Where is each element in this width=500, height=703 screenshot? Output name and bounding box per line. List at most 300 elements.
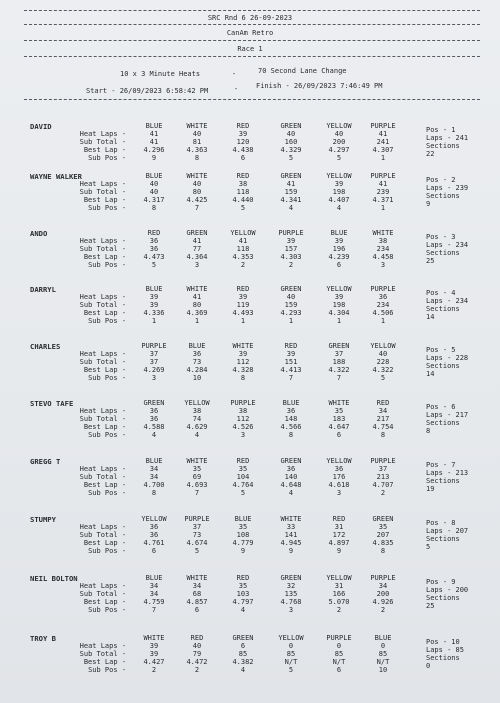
sub-pos-value: 5	[336, 154, 342, 162]
sub-total-value: 118	[236, 245, 250, 253]
row-label: Heat Laps -	[79, 642, 126, 650]
sub-pos-value: 3	[380, 261, 386, 269]
best-lap-value: 4.382	[232, 658, 254, 666]
driver-name: STEVO TAFE	[30, 399, 74, 408]
driver-block	[0, 229, 500, 289]
sub-pos-value: 5	[194, 547, 200, 555]
position-summary: Pos - 8	[426, 519, 456, 527]
sub-pos-value: 4	[194, 431, 200, 439]
heat-laps-value: 31	[334, 523, 344, 531]
heat-laps-value: 39	[238, 350, 248, 358]
heat-laps-value: 38	[238, 180, 248, 188]
driver-name: STUMPY	[30, 515, 56, 524]
heat-laps-value: 35	[238, 523, 248, 531]
sub-pos-value: 5	[240, 204, 246, 212]
sub-pos-value: 1	[288, 317, 294, 325]
sub-pos-value: 4	[288, 489, 294, 497]
lane-color: YELLOW	[141, 515, 167, 523]
heat-laps-value: 41	[378, 180, 388, 188]
start-time: Start - 26/09/2023 6:58:42 PM	[86, 87, 209, 95]
position-summary: Pos - 6	[426, 403, 456, 411]
lane-color: PURPLE	[370, 122, 396, 130]
sub-total-value: 118	[236, 188, 250, 196]
sub-total-value: 157	[284, 245, 298, 253]
best-lap-value: 4.329	[280, 146, 302, 154]
best-lap-value: 4.618	[328, 481, 350, 489]
sub-total-value: 140	[284, 473, 298, 481]
sub-total-value: 85	[238, 650, 248, 658]
lane-color: YELLOW	[184, 399, 210, 407]
heat-laps-value: 35	[378, 523, 388, 531]
sub-pos-value: 5	[288, 154, 294, 162]
position-summary: Laps - 239	[426, 184, 469, 192]
position-summary: Pos - 3	[426, 233, 456, 241]
best-lap-value: 4.269	[143, 366, 165, 374]
sub-total-value: 81	[192, 138, 202, 146]
lane-color: YELLOW	[278, 634, 304, 642]
heat-laps-value: 34	[149, 582, 159, 590]
lane-color: YELLOW	[326, 574, 352, 582]
best-lap-value: 4.473	[143, 253, 165, 261]
sub-pos-value: 10	[378, 666, 388, 674]
sub-total-value: 74	[192, 415, 202, 423]
heat-laps-value: 40	[192, 642, 202, 650]
position-summary: 8	[426, 427, 431, 435]
sub-pos-value: 2	[336, 606, 342, 614]
race-title: Race 1	[237, 45, 263, 53]
position-summary: Laps - 200	[426, 586, 469, 594]
position-summary: Sections	[426, 535, 460, 543]
lane-color: PURPLE	[278, 229, 304, 237]
sub-total-value: 68	[192, 590, 202, 598]
row-label: Heat Laps -	[79, 582, 126, 590]
driver-name: WAYNE WALKER	[30, 172, 82, 181]
best-lap-value: 4.647	[328, 423, 350, 431]
heat-laps-value: 40	[149, 180, 159, 188]
heat-laps-value: 40	[286, 130, 296, 138]
sub-total-value: 80	[192, 188, 202, 196]
row-label: Best Lap -	[83, 253, 126, 261]
heat-laps-value: 34	[378, 407, 388, 415]
sub-total-value: 34	[149, 473, 159, 481]
sub-total-value: 80	[192, 301, 202, 309]
lane-color: WHITE	[232, 342, 254, 350]
best-lap-value: 4.648	[280, 481, 302, 489]
sub-pos-value: 5	[240, 489, 246, 497]
sub-total-value: 39	[149, 301, 159, 309]
results-printout: SRC Rnd 6 26-09-2023 CanAm Retro Race 1 10 x 3 Minute Heats - 70 Second Lane Change Start - 26/09/2023 6:58:42 PM - Finish - 26/09/2023 7:46:49 PM DAVID BLUE WHITE RED GREEN YELLOW PURPLE Heat Laps - 41 40 39 40 40 41 Sub Total - 41 81 120 160 200 241 Best Lap - 4.296 4.363 4.438 4.329 4.297 4.307 Sub Pos - 9 8 6 5 5 1 Pos - 1 Laps - 241 Sections 22 WAYNE WALKER BLUE WHITE RED GREEN YELLOW PURPLE Heat Laps - 40 40 38 41 39 41 Sub Total - 40 80 118 159 198 239 Best Lap - 4.317 4.425 4.440 4.341 4.407 4.371 Sub Pos - 8 7 5 4 4 1 Pos - 2 Laps - 239 Sections 9 ANDO RED GREEN YELLOW PURPLE BLUE WHITE Heat Laps - 36 41 41 39 39 38 Sub Total - 36 77 118 157 196 234 Best Lap - 4.473 4.364 4.353 4.303 4.239 4.458 Sub Pos - 5 3 2 2 6 3 Pos - 3 Laps - 234 Sections 25 DARRYL BLUE WHITE RED GREEN YELLOW PURPLE Heat Laps - 39 41 39 40 39 36 Sub Total - 39 80 119 159 198 234 Best Lap - 4.336 4.369 4.493 4.293 4.304 4.506 Sub Pos - 1 1 1 1 1 1 Pos - 4 Laps - 234 Sections 14 CHARLES PURPLE BLUE WHITE RED GREEN YELLOW Heat Laps - 37 36 39 39 37 40 Sub Total - 37 73 112 151 188 228 Best Lap - 4.269 4.284 4.328 4.413 4.322 4.322 Sub Pos - 3 10 8 7 7 5 Pos - 5 Laps - 228 Sections 14 STEVO TAFE GREEN YELLOW PURPLE BLUE WHITE RED Heat Laps - 36 38 38 36 35 34 Sub Total - 36 74 112 148 183 217 Best Lap - 4.588 4.629 4.526 4.566 4.647 4.754 Sub Pos - 4 4 3 8 6 8 Pos - 6 Laps - 217 Sections 8 GREGG T BLUE WHITE RED GREEN YELLOW PURPLE Heat Laps - 34 35 35 36 36 37 Sub Total - 34 69 104 140 176 213 Best Lap - 4.700 4.693 4.764 4.648 4.618 4.707 Sub Pos - 8 7 5 4 3 2 Pos - 7 Laps - 213 Sections 19 STUMPY YELLOW PURPLE BLUE WHITE RED GREEN Heat Laps - 36 37 35 33 31 35 Sub Total - 36 73 108 141 172 207 Best Lap - 4.761 4.674 4.779 4.945 4.897 4.835 Sub Pos - 6 5 9 9 9 8 Pos - 8 Laps - 207 Sections 5 NEIL BOLTON BLUE WHITE RED GREEN YELLOW PURPLE Heat Laps - 34 34 35 32 31 34 Sub Total - 34 68 103 135 166 200 Best Lap - 4.759 4.857 4.797 4.768 5.070 4.926 Sub Pos - 7 6 4 3 2 2 Pos - 9 Laps - 200 Sections 25 TROY B WHITE RED GREEN YELLOW PURPLE BLUE Heat Laps - 39 40 6 0 0 0 Sub Total - 39 79 85 85 85 85 Best Lap - 4.427 4.472 4.382 N/T N/T N/T Sub Pos - 2 2 4 5 6 10 Pos - 10 Laps - 85 Sections 0	[0, 0, 500, 703]
position-summary: Pos - 4	[426, 289, 456, 297]
best-lap-value: 4.284	[186, 366, 208, 374]
lane-color: WHITE	[186, 574, 208, 582]
position-summary: Laps - 241	[426, 134, 469, 142]
lane-color: WHITE	[186, 172, 208, 180]
lane-color: BLUE	[282, 399, 300, 407]
driver-name: DARRYL	[30, 285, 56, 294]
row-label: Heat Laps -	[79, 293, 126, 301]
position-summary: Sections	[426, 142, 460, 150]
sub-pos-value: 3	[194, 261, 200, 269]
sub-pos-value: 2	[194, 666, 200, 674]
lane-color: YELLOW	[230, 229, 256, 237]
position-summary: Laps - 213	[426, 469, 469, 477]
row-label: Heat Laps -	[79, 465, 126, 473]
heat-laps-value: 35	[238, 582, 248, 590]
sub-pos-value: 6	[336, 261, 342, 269]
sub-total-value: 234	[376, 301, 390, 309]
lane-color: RED	[284, 342, 298, 350]
best-lap-value: 4.588	[143, 423, 165, 431]
divider	[24, 56, 480, 57]
driver-name: CHARLES	[30, 342, 61, 351]
lane-color: RED	[236, 122, 250, 130]
sub-total-value: 176	[332, 473, 346, 481]
sub-total-value: 166	[332, 590, 346, 598]
best-lap-value: 4.897	[328, 539, 350, 547]
driver-block	[0, 285, 500, 345]
best-lap-value: 4.425	[186, 196, 208, 204]
heat-laps-value: 39	[149, 293, 159, 301]
position-summary: Pos - 9	[426, 578, 456, 586]
sub-total-value: 120	[236, 138, 250, 146]
row-label: Best Lap -	[83, 658, 126, 666]
row-label: Sub Pos -	[88, 431, 126, 439]
driver-block	[0, 515, 500, 575]
sub-total-value: 108	[236, 531, 250, 539]
driver-block	[0, 399, 500, 459]
heat-laps-value: 31	[334, 582, 344, 590]
driver-block	[0, 457, 500, 517]
sub-pos-value: 7	[336, 374, 342, 382]
row-label: Sub Pos -	[88, 261, 126, 269]
sub-pos-value: 8	[151, 204, 157, 212]
best-lap-value: 4.363	[186, 146, 208, 154]
sub-total-value: 79	[192, 650, 202, 658]
best-lap-value: 4.239	[328, 253, 350, 261]
heat-laps-value: 39	[334, 180, 344, 188]
sub-total-value: 148	[284, 415, 298, 423]
heat-laps-value: 34	[149, 465, 159, 473]
heat-laps-value: 37	[378, 465, 388, 473]
sub-total-value: 183	[332, 415, 346, 423]
row-label: Heat Laps -	[79, 237, 126, 245]
heats-info: 10 x 3 Minute Heats	[120, 70, 201, 78]
best-lap-value: N/T	[332, 658, 346, 666]
row-label: Sub Total -	[79, 473, 126, 481]
best-lap-value: 4.322	[328, 366, 350, 374]
position-summary: 25	[426, 602, 435, 610]
position-summary: Laps - 234	[426, 297, 469, 305]
sub-total-value: 85	[378, 650, 388, 658]
sub-pos-value: 8	[151, 489, 157, 497]
sub-pos-value: 1	[380, 317, 386, 325]
sub-pos-value: 8	[194, 154, 200, 162]
row-label: Sub Total -	[79, 415, 126, 423]
lane-color: GREEN	[280, 285, 302, 293]
sub-pos-value: 8	[380, 547, 386, 555]
driver-name: DAVID	[30, 122, 52, 131]
sub-total-value: 34	[149, 590, 159, 598]
heat-laps-value: 41	[192, 237, 202, 245]
finish-time: Finish - 26/09/2023 7:46:49 PM	[256, 82, 383, 90]
best-lap-value: 4.307	[372, 146, 394, 154]
best-lap-value: 4.700	[143, 481, 165, 489]
sub-pos-value: 9	[288, 547, 294, 555]
sub-total-value: 85	[286, 650, 296, 658]
best-lap-value: 4.322	[372, 366, 394, 374]
divider	[24, 40, 480, 41]
heat-laps-value: 37	[192, 523, 202, 531]
heat-laps-value: 36	[378, 293, 388, 301]
sub-total-value: 159	[284, 188, 298, 196]
heat-laps-value: 39	[238, 293, 248, 301]
heat-laps-value: 33	[286, 523, 296, 531]
best-lap-value: 4.764	[232, 481, 254, 489]
best-lap-value: 4.341	[280, 196, 302, 204]
row-label: Sub Total -	[79, 245, 126, 253]
position-summary: Sections	[426, 477, 460, 485]
lane-color: WHITE	[186, 457, 208, 465]
sub-pos-value: 2	[240, 261, 246, 269]
sub-pos-value: 1	[194, 317, 200, 325]
best-lap-value: 4.371	[372, 196, 394, 204]
best-lap-value: 4.304	[328, 309, 350, 317]
sub-total-value: 103	[236, 590, 250, 598]
sub-total-value: 200	[332, 138, 346, 146]
sub-total-value: 39	[149, 650, 159, 658]
sub-total-value: 172	[332, 531, 346, 539]
lane-color: BLUE	[145, 122, 163, 130]
row-label: Sub Pos -	[88, 489, 126, 497]
best-lap-value: 4.303	[280, 253, 302, 261]
row-label: Best Lap -	[83, 423, 126, 431]
heat-laps-value: 40	[334, 130, 344, 138]
sub-pos-value: 7	[288, 374, 294, 382]
heat-laps-value: 40	[286, 293, 296, 301]
best-lap-value: 4.693	[186, 481, 208, 489]
lane-color: RED	[236, 457, 250, 465]
lane-color: RED	[376, 399, 390, 407]
best-lap-value: 4.797	[232, 598, 254, 606]
row-label: Sub Total -	[79, 301, 126, 309]
position-summary: Pos - 7	[426, 461, 456, 469]
divider	[24, 10, 480, 11]
sub-pos-value: 10	[192, 374, 202, 382]
best-lap-value: 4.328	[232, 366, 254, 374]
lane-color: BLUE	[145, 457, 163, 465]
best-lap-value: 4.926	[372, 598, 394, 606]
lane-color: BLUE	[145, 574, 163, 582]
heat-laps-value: 36	[286, 465, 296, 473]
sub-total-value: 198	[332, 188, 346, 196]
best-lap-value: 4.674	[186, 539, 208, 547]
position-summary: Pos - 10	[426, 638, 460, 646]
lane-color: GREEN	[280, 122, 302, 130]
sub-total-value: 36	[149, 531, 159, 539]
lane-color: RED	[236, 285, 250, 293]
sub-total-value: 213	[376, 473, 390, 481]
driver-block	[0, 172, 500, 232]
sub-pos-value: 8	[288, 431, 294, 439]
row-label: Sub Pos -	[88, 666, 126, 674]
position-summary: 19	[426, 485, 435, 493]
heat-laps-value: 40	[192, 130, 202, 138]
lane-color: PURPLE	[370, 457, 396, 465]
position-summary: 14	[426, 313, 435, 321]
heat-laps-value: 39	[238, 130, 248, 138]
sub-pos-value: 7	[151, 606, 157, 614]
row-label: Sub Total -	[79, 138, 126, 146]
row-label: Heat Laps -	[79, 350, 126, 358]
lane-color: GREEN	[143, 399, 165, 407]
position-summary: 22	[426, 150, 435, 158]
sub-pos-value: 2	[151, 666, 157, 674]
sub-pos-value: 3	[151, 374, 157, 382]
best-lap-value: 4.438	[232, 146, 254, 154]
row-label: Sub Pos -	[88, 547, 126, 555]
heat-laps-value: 34	[378, 582, 388, 590]
series-title: CanAm Retro	[226, 29, 274, 37]
heat-laps-value: 40	[378, 350, 388, 358]
sub-pos-value: 9	[336, 547, 342, 555]
best-lap-value: 5.070	[328, 598, 350, 606]
heat-laps-value: 39	[286, 350, 296, 358]
sub-total-value: 207	[376, 531, 390, 539]
position-summary: 5	[426, 543, 431, 551]
lane-color: GREEN	[186, 229, 208, 237]
heat-laps-value: 41	[378, 130, 388, 138]
lane-color: WHITE	[280, 515, 302, 523]
heat-laps-value: 35	[334, 407, 344, 415]
best-lap-value: 4.413	[280, 366, 302, 374]
sub-pos-value: 4	[151, 431, 157, 439]
sub-pos-value: 1	[240, 317, 246, 325]
sub-total-value: 36	[149, 245, 159, 253]
sub-pos-value: 4	[240, 606, 246, 614]
sub-total-value: 200	[376, 590, 390, 598]
lane-color: GREEN	[280, 457, 302, 465]
best-lap-value: 4.317	[143, 196, 165, 204]
heat-laps-value: 39	[286, 237, 296, 245]
sub-pos-value: 2	[288, 261, 294, 269]
heat-laps-value: 6	[240, 642, 246, 650]
sub-total-value: 73	[192, 531, 202, 539]
lane-color: YELLOW	[370, 342, 396, 350]
lane-color: GREEN	[372, 515, 394, 523]
sub-pos-value: 8	[240, 374, 246, 382]
row-label: Heat Laps -	[79, 130, 126, 138]
best-lap-value: 4.297	[328, 146, 350, 154]
driver-block	[0, 634, 500, 694]
heat-laps-value: 38	[238, 407, 248, 415]
heat-laps-value: 36	[286, 407, 296, 415]
lane-color: WHITE	[186, 285, 208, 293]
heat-laps-value: 36	[192, 350, 202, 358]
lane-color: BLUE	[330, 229, 348, 237]
position-summary: Laps - 234	[426, 241, 469, 249]
position-summary: Sections	[426, 305, 460, 313]
heat-laps-value: 0	[380, 642, 386, 650]
sub-pos-value: 3	[240, 431, 246, 439]
row-label: Sub Pos -	[88, 374, 126, 382]
lane-color: RED	[147, 229, 161, 237]
lane-color: BLUE	[374, 634, 392, 642]
row-label: Best Lap -	[83, 598, 126, 606]
heat-laps-value: 39	[149, 642, 159, 650]
row-label: Sub Pos -	[88, 317, 126, 325]
sub-pos-value: 1	[151, 317, 157, 325]
sub-total-value: 37	[149, 358, 159, 366]
sub-pos-value: 7	[194, 204, 200, 212]
driver-name: GREGG T	[30, 457, 61, 466]
sub-pos-value: 6	[336, 431, 342, 439]
best-lap-value: 4.945	[280, 539, 302, 547]
position-summary: Pos - 2	[426, 176, 456, 184]
lane-color: RED	[236, 172, 250, 180]
row-label: Heat Laps -	[79, 407, 126, 415]
lane-color: PURPLE	[370, 574, 396, 582]
row-label: Sub Total -	[79, 358, 126, 366]
best-lap-value: 4.768	[280, 598, 302, 606]
lane-color: YELLOW	[326, 122, 352, 130]
heat-laps-value: 35	[192, 465, 202, 473]
position-summary: Sections	[426, 362, 460, 370]
sub-pos-value: 9	[151, 154, 157, 162]
best-lap-value: 4.472	[186, 658, 208, 666]
row-label: Sub Total -	[79, 590, 126, 598]
sub-pos-value: 6	[336, 666, 342, 674]
row-label: Best Lap -	[83, 146, 126, 154]
best-lap-value: 4.835	[372, 539, 394, 547]
lane-color: RED	[332, 515, 346, 523]
driver-block	[0, 574, 500, 634]
heat-laps-value: 39	[334, 293, 344, 301]
sub-pos-value: 6	[194, 606, 200, 614]
sub-total-value: 151	[284, 358, 298, 366]
row-label: Sub Pos -	[88, 606, 126, 614]
best-lap-value: 4.707	[372, 481, 394, 489]
sub-total-value: 196	[332, 245, 346, 253]
sub-pos-value: 1	[380, 204, 386, 212]
heat-laps-value: 0	[336, 642, 342, 650]
lane-change-info: 70 Second Lane Change	[258, 67, 347, 75]
best-lap-value: 4.458	[372, 253, 394, 261]
best-lap-value: 4.761	[143, 539, 165, 547]
heat-laps-value: 41	[192, 293, 202, 301]
heat-laps-value: 36	[149, 407, 159, 415]
best-lap-value: 4.353	[232, 253, 254, 261]
row-label: Heat Laps -	[79, 523, 126, 531]
sub-pos-value: 6	[151, 547, 157, 555]
best-lap-value: 4.440	[232, 196, 254, 204]
heat-laps-value: 38	[192, 407, 202, 415]
position-summary: 0	[426, 662, 431, 670]
sub-total-value: 217	[376, 415, 390, 423]
heat-laps-value: 34	[192, 582, 202, 590]
lane-color: WHITE	[143, 634, 165, 642]
lane-color: GREEN	[280, 574, 302, 582]
sub-pos-value: 7	[194, 489, 200, 497]
lane-color: BLUE	[188, 342, 206, 350]
heat-laps-value: 38	[378, 237, 388, 245]
position-summary: Pos - 5	[426, 346, 456, 354]
row-label: Sub Pos -	[88, 204, 126, 212]
best-lap-value: 4.779	[232, 539, 254, 547]
sub-total-value: 85	[334, 650, 344, 658]
row-label: Heat Laps -	[79, 180, 126, 188]
heat-laps-value: 32	[286, 582, 296, 590]
sub-pos-value: 4	[240, 666, 246, 674]
